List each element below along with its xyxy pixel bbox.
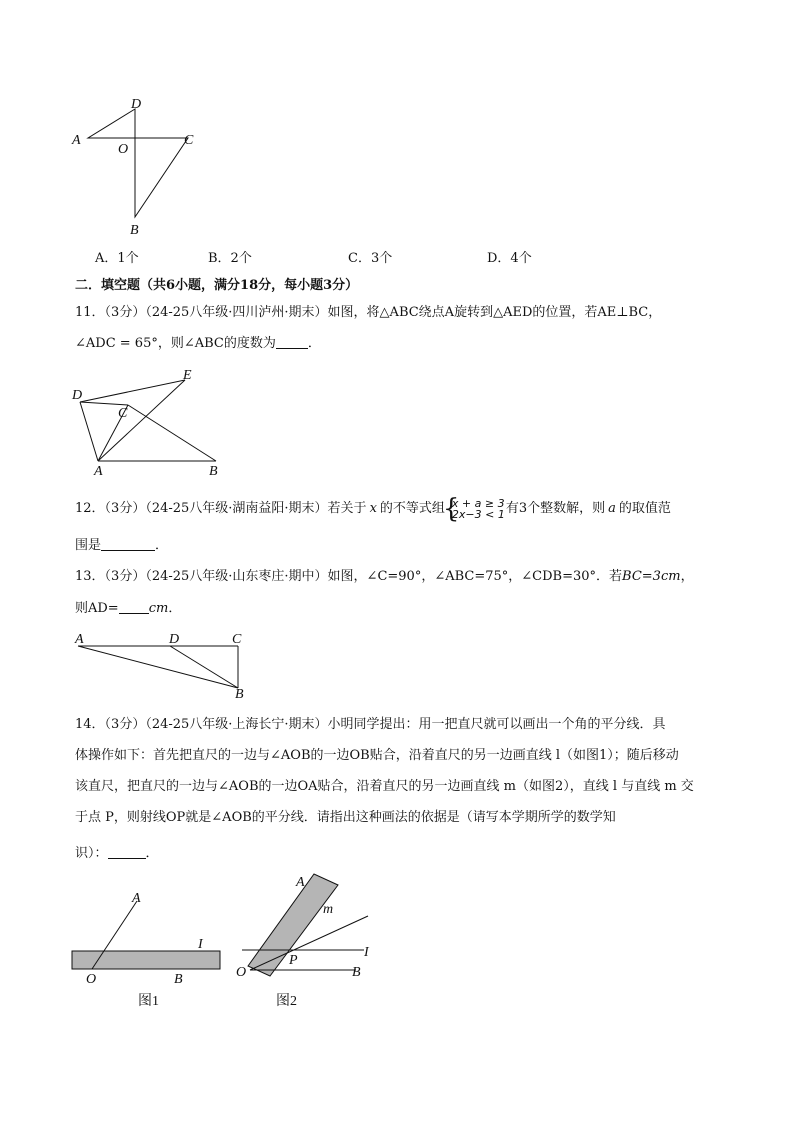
q14-answer-blank [108, 846, 146, 859]
q11-period: ． [307, 336, 321, 351]
fig14a-label-o: O [86, 972, 97, 987]
q13-answer-blank [119, 601, 149, 614]
q12-var-a: a [608, 501, 616, 516]
q13-line-2 [75, 600, 181, 618]
q14-line-3: 该直尺，把直尺的一边与∠AOB的一边OA贴合，沿着直尺的另一边画直线 m（如图2），直线 l 与直线 m 交 [75, 779, 694, 794]
q14-line-1: 14．（3分）（24-25八年级·上海长宁·期末）小明同学提出：用一把直尺就可以画出一个角的平分线．具 [75, 717, 666, 732]
q12-text-b: 的不等式组 [379, 501, 445, 516]
fig11-label-c: C [118, 406, 128, 421]
q12-period: ． [155, 538, 169, 553]
q12-text-d: 的取值范 [618, 501, 671, 516]
q11-text: ∠ADC = 65°，则∠ABC的度数为 [75, 336, 276, 351]
fig11-label-e: E [183, 368, 192, 383]
q10-option-c: C．3个 [348, 251, 393, 266]
q13-text-a: 13．（3分）（24-25八年级·山东枣庄·期中）如图，∠C=90°，∠ABC=75°，∠CDB=30°．若 [75, 569, 623, 584]
ruler-figure-2 [228, 868, 388, 1013]
kite-label-a: A [72, 133, 81, 148]
q14-line-2: 体操作如下：首先把直尺的一边与∠AOB的一边OB贴合，沿着直尺的另一边画直线 l（如图1）；随后移动 [75, 748, 679, 763]
fig14b-label-o: O [236, 965, 247, 980]
q13-bc-value: BC=3cm [622, 569, 681, 584]
q12-var-x: x [369, 501, 377, 516]
q10-option-a: A．1个 [95, 251, 139, 266]
fig14a-label-i: I [198, 937, 203, 952]
fig14b-label-p: P [289, 953, 298, 968]
fig14b-label-m: m [323, 902, 334, 917]
q11-line-2 [75, 335, 321, 353]
fig14b-label-a: A [296, 875, 305, 890]
q13-comma: ， [680, 569, 694, 584]
fig11-label-a: A [94, 464, 103, 479]
q13-text-b: 则AD= [75, 601, 119, 616]
kite-label-d: D [131, 97, 142, 112]
q12-text-c: 有3个整数解，则 [505, 501, 606, 516]
ruler-figure-1 [60, 888, 230, 1013]
fig13-label-c: C [232, 632, 242, 647]
right-triangle-figure [70, 628, 260, 700]
fig14b-label-b: B [352, 965, 361, 980]
q10-option-d: D．4个 [487, 251, 532, 266]
q14-line-5 [75, 845, 159, 863]
rotation-figure [68, 365, 228, 480]
q14-period: ． [145, 846, 159, 861]
q12-text-a: 12．（3分）（24-25八年级·湖南益阳·期末）若关于 [75, 501, 367, 516]
fig13-label-b: B [235, 687, 244, 700]
section-2-title: 二．填空题（共6小题，满分18分，每小题3分） [75, 278, 359, 293]
q12-text-e: 围是 [75, 538, 102, 553]
q12-answer-blank [101, 538, 155, 551]
q12-inequality-1: { x + a ≥ 3 [451, 496, 505, 510]
fig14b-label-i: I [364, 945, 369, 960]
fig13-label-a: A [75, 632, 84, 647]
q11-answer-blank [276, 336, 308, 349]
kite-figure [60, 92, 210, 242]
fig11-label-b: B [209, 464, 218, 479]
q14-line-4: 于点 P，则射线OP就是∠AOB的平分线．请指出这种画法的依据是（请写本学期所学的数学知 [75, 810, 616, 825]
fig14b-caption: 图2 [276, 994, 297, 1009]
kite-label-c: C [184, 133, 194, 148]
fig13-label-d: D [169, 632, 180, 647]
q11-line-1: 11．（3分）（24-25八年级·四川泸州·期末）如图，将△ABC绕点A旋转到△AED的位置，若AE⊥BC， [75, 305, 662, 320]
q13-unit: cm [148, 601, 169, 616]
q12-line-2 [75, 537, 168, 555]
kite-label-o: O [118, 142, 129, 157]
fig14a-caption: 图1 [138, 994, 159, 1009]
q13-line-1 [75, 568, 694, 586]
fig14a-label-a: A [132, 891, 141, 906]
q14-text: 识）： [75, 846, 108, 861]
fig11-label-d: D [72, 388, 83, 403]
q10-option-b: B．2个 [208, 251, 252, 266]
fig14a-label-b: B [174, 972, 183, 987]
q12-line-1 [75, 497, 671, 521]
kite-label-b: B [130, 223, 139, 238]
q12-inequality-system [446, 498, 505, 520]
q13-period: ． [168, 601, 182, 616]
q12-inequality-2: 2x−3 < 1 [451, 507, 505, 521]
